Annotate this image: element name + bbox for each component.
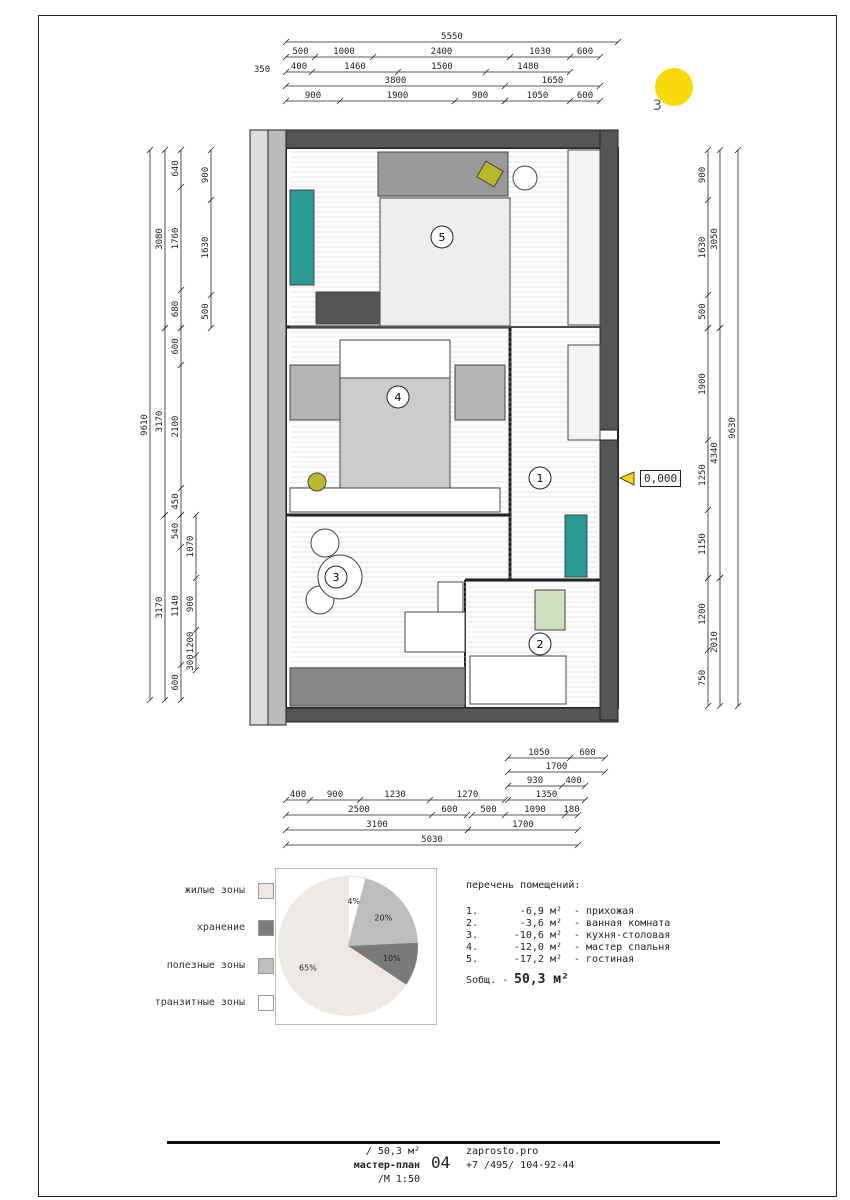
dimension-label: 600 <box>579 748 596 758</box>
dimension-label: 600 <box>441 805 458 815</box>
dimension-label: 500 <box>698 303 708 320</box>
dimension-label: 2500 <box>348 805 370 815</box>
dimension-label: 400 <box>565 776 582 786</box>
dimension-label: 1900 <box>386 91 409 101</box>
legend-label: полезные зоны <box>166 960 245 971</box>
dimension-label: 600 <box>171 338 181 355</box>
pie-chart <box>276 869 436 1024</box>
dimension-label: 900 <box>186 595 196 613</box>
dimension-label: 900 <box>698 166 708 184</box>
footer-title: мастер-план <box>353 1160 420 1171</box>
dimension-label: 1760 <box>171 227 181 250</box>
dimension-label: 1250 <box>698 464 708 486</box>
dimension-label: 1050 <box>528 748 550 758</box>
pie-label: 4% <box>347 896 361 906</box>
dimension-label: 1050 <box>526 91 549 101</box>
dimension-label: 1090 <box>524 805 546 815</box>
dimension-label: 400 <box>290 62 308 72</box>
dimension-label: 1480 <box>517 62 539 72</box>
dimension-label: 5550 <box>441 32 463 42</box>
dimension-label: 750 <box>698 669 708 687</box>
dimension-label: 680 <box>171 300 181 318</box>
page-number: 04 <box>431 1153 451 1172</box>
list-item <box>466 918 670 930</box>
dimension-label: 500 <box>201 303 211 320</box>
dimension-label: 1200 <box>698 603 708 625</box>
dimension-label: 9610 <box>140 414 150 436</box>
dimension-label: 500 <box>292 47 309 57</box>
legend-swatch <box>258 920 274 936</box>
room-name: - кухня-столовая <box>574 930 671 941</box>
legend-label: хранение <box>196 922 245 933</box>
level-marker-icon <box>620 472 634 485</box>
section-mark: 3 <box>653 98 662 114</box>
room-list-title: перечень помещений: <box>466 880 581 891</box>
dimension-label: 1650 <box>541 76 564 86</box>
dimension-label: 600 <box>576 91 594 101</box>
dimension-label: 3170 <box>155 410 165 433</box>
dimension-label: 640 <box>171 160 181 177</box>
footer-area: / 50,3 м² <box>365 1146 420 1157</box>
dimension-label: 3050 <box>710 228 720 250</box>
legend-label: жилые зоны <box>184 885 245 896</box>
dimension-label: 5030 <box>421 835 443 845</box>
dimension-label: 3800 <box>384 76 407 86</box>
dimension-label: 1900 <box>698 373 708 395</box>
dimension-label: 450 <box>171 493 181 510</box>
pie-label: 20% <box>374 913 393 923</box>
pie-label: 65% <box>299 963 317 973</box>
footer-scale: /М 1:50 <box>377 1174 420 1185</box>
title-block-left <box>345 1145 420 1187</box>
dimension-label: 1200 <box>186 631 196 654</box>
legend-label: транзитные зоны <box>154 997 245 1008</box>
list-item <box>466 942 670 954</box>
dimension-label: 1070 <box>186 535 196 558</box>
dimension-label: 900 <box>326 790 344 800</box>
dimension-label: 1460 <box>344 62 366 72</box>
legend-swatch <box>258 958 274 974</box>
dimension-label: 400 <box>289 790 307 800</box>
divider <box>167 1141 720 1144</box>
dimension-label: 540 <box>171 522 181 540</box>
room-num: 1. <box>466 906 479 917</box>
dimension-label: 600 <box>171 674 181 691</box>
room-tag-label: 4 <box>394 391 402 404</box>
room-area: -12,0 м² <box>513 942 562 953</box>
total-value: 50,3 м² <box>514 972 569 987</box>
dimension-label: 1000 <box>333 47 355 57</box>
room-num: 3. <box>466 930 479 941</box>
room-area: -6,9 м² <box>519 906 562 917</box>
room-area: -3,6 м² <box>519 918 562 929</box>
room-tag-label: 2 <box>536 638 544 651</box>
dimension-label: 930 <box>526 776 544 786</box>
dimension-label: 2010 <box>710 631 720 653</box>
room-num: 5. <box>466 954 479 965</box>
dimension-label: 1630 <box>201 236 211 259</box>
dimension-label: 1500 <box>431 62 453 72</box>
dimension-label: 1630 <box>698 236 708 259</box>
dimension-label: 3170 <box>155 596 165 619</box>
room-list <box>466 880 670 987</box>
dimension-label: 350 <box>253 65 271 75</box>
dimension-label: 900 <box>471 91 489 101</box>
dimension-label: 1700 <box>512 820 534 830</box>
room-tag-label: 1 <box>536 472 544 485</box>
total-area <box>466 974 670 987</box>
dimension-label: 180 <box>563 805 580 815</box>
pie-label: 10% <box>382 954 401 964</box>
room-tag-label: 3 <box>332 571 340 584</box>
dimension-label: 3080 <box>155 228 165 250</box>
dimension-label: 2100 <box>171 415 181 438</box>
pencil-icon <box>653 68 693 114</box>
room-num: 4. <box>466 942 479 953</box>
dimension-label: 1270 <box>456 790 479 800</box>
footer-site: zaprosto.pro <box>466 1146 539 1157</box>
room-tag-label: 5 <box>438 231 446 244</box>
dimension-label: 900 <box>201 166 211 184</box>
room-area: -10,6 м² <box>513 930 562 941</box>
room-name: - ванная комната <box>574 918 671 929</box>
room-name: - мастер спальня <box>574 942 671 953</box>
dimension-label: 1350 <box>535 790 558 800</box>
title-block-right <box>466 1145 574 1173</box>
dimension-label: 9630 <box>728 417 738 439</box>
total-label: Sобщ. - <box>466 975 509 986</box>
room-num: 2. <box>466 918 479 929</box>
room-area: -17,2 м² <box>513 954 562 965</box>
dimension-label: 3100 <box>366 820 388 830</box>
dimension-label: 600 <box>576 47 594 57</box>
list-item <box>466 930 670 942</box>
list-item <box>466 954 670 966</box>
dimension-label: 4340 <box>710 442 720 464</box>
dimension-label: 1230 <box>384 790 406 800</box>
dimension-label: 2400 <box>430 47 453 57</box>
dimension-label: 1150 <box>698 533 708 555</box>
dimension-label: 900 <box>304 91 322 101</box>
room-name: - гостиная <box>574 954 635 965</box>
room-name: - прихожая <box>574 906 635 917</box>
list-item <box>466 906 670 918</box>
pie-chart-frame <box>275 868 437 1025</box>
legend-swatch <box>258 883 274 899</box>
footer-phone: +7 /495/ 104-92-44 <box>466 1160 575 1171</box>
dimension-label: 300 <box>186 654 196 671</box>
dimension-label: 1140 <box>171 595 181 617</box>
dimension-label: 1700 <box>545 762 568 772</box>
dimension-label: 1030 <box>529 47 551 57</box>
dimension-label: 500 <box>480 805 497 815</box>
level-mark: 0,000 <box>640 470 681 487</box>
legend-swatch <box>258 995 274 1011</box>
